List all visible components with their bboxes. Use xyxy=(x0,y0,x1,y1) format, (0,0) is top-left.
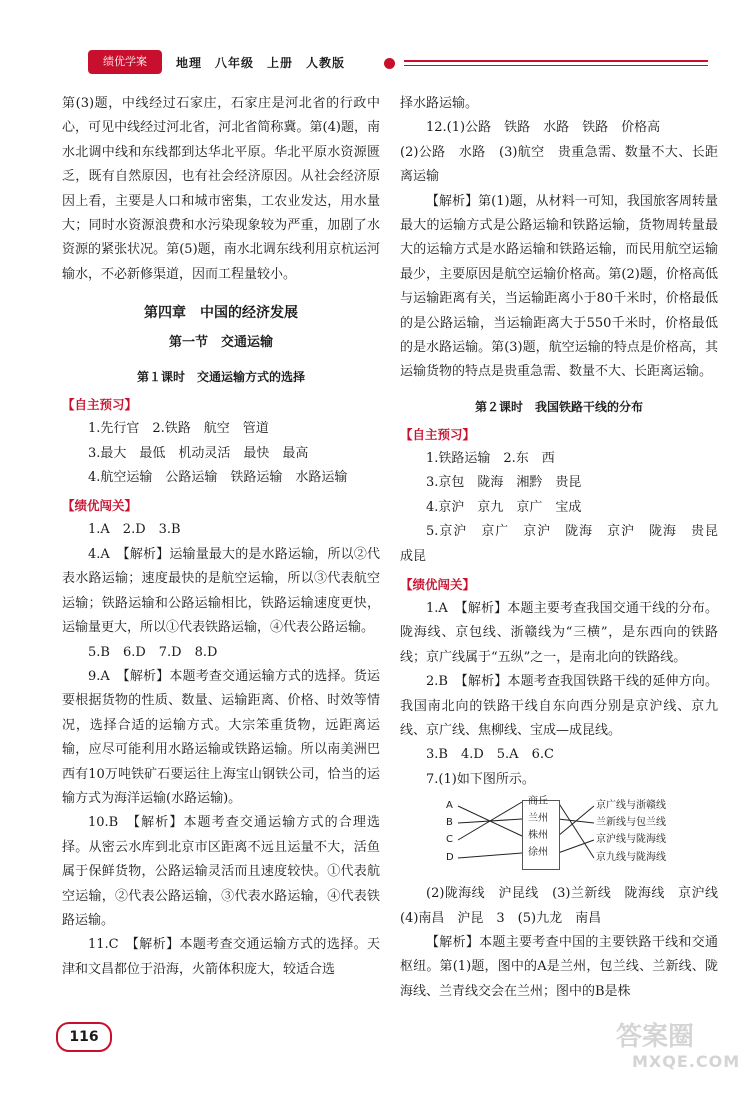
answer-line: 4.A 【解析】运输量最大的是水路运输，所以②代表水路运输；速度最快的是航空运输，所以③代表航空运输；铁路运输和公路运输相比，铁路运输速度更快，运输量更大，所以①代表铁路运输，④代表公路运输。 xyxy=(62,546,380,636)
lesson-title-2: 第２课时 我国铁路干线的分布 xyxy=(474,399,643,414)
q12-answer-cont: (2)公路 水路 (3)航空 贵重急需、数量不大、长距离运输 xyxy=(400,144,718,185)
diagram-railway: 兰新线与包兰线 xyxy=(596,817,666,829)
answer-line: 1.A 2.D 3.B xyxy=(88,522,181,538)
preview-tag-2: 【自主预习】 xyxy=(400,426,476,442)
practice-tag: 【绩优闯关】 xyxy=(62,498,138,514)
answer-line: 11.C 【解析】本题考查交通运输方式的选择。天津和文昌都位于沿海，火箭体积庞大，较适合选 xyxy=(62,937,380,977)
diagram-station: 徐州 xyxy=(528,847,548,859)
page-header xyxy=(88,46,708,80)
watermark-logo: 答案圈 xyxy=(616,1022,695,1052)
page-number: 116 xyxy=(56,1022,112,1052)
prep-line: 4.京沪 京九 京广 宝成 xyxy=(426,499,582,515)
answer-line: 10.B 【解析】本题考查交通运输方式的合理选择。从密云水库到北京市区距离不远且运量不大，活鱼属于保鲜货物，公路运输灵活而且速度较快。①代表航空运输，②代表公路运输，③代表水路运输，④代表铁路运输。 xyxy=(62,815,380,928)
diagram-station: 株州 xyxy=(528,830,548,842)
answer-explanation: 【解析】本题主要考查中国的主要铁路干线和交通枢纽。第(1)题，图中的A是兰州，包兰线、兰新线、陇海线、兰青线交会在兰州；图中的B是株 xyxy=(400,934,718,999)
section-title: 第一节 交通运输 xyxy=(168,335,273,351)
answer-line: 9.A 【解析】本题考查交通运输方式的选择。货运要根据货物的性质、数量、运输距离、价格、时效等情况，选择合适的运输方式。大宗笨重货物，远距离运输，应尽可能利用水路运输或铁路运输。所以南美洲巴西有10万吨铁矿石要运往上海宝山钢铁公司，恰当的运输方式为海洋运输(水路运输)。 xyxy=(62,668,380,806)
prep-line: 3.最大 最低 机动灵活 最快 最高 xyxy=(88,445,309,461)
header-rule xyxy=(404,60,708,62)
diagram-station: 兰州 xyxy=(528,813,548,825)
answer-line: 3.B 4.D 5.A 6.C xyxy=(426,747,554,763)
q12-explanation: 【解析】第(1)题，从材料一可知，我国旅客周转量最大的运输方式是公路运输和铁路运输，货物周转量最大的运输方式是水路运输和铁路运输，而民用航空运输最少，主要原因是航空运输价格高。第(2)题，价格高低与运输距离有关，当运输距离小于80千米时，价格最低的是公路运输，当运输距离大于550千米时，价格最低的是水路运输。第(3)题，航空运输的特点是价格高，其运输货物的特点是贵重急需、数量不大、长距离运输。 xyxy=(400,193,718,380)
header-dot-icon xyxy=(384,58,395,69)
answer-line: 5.B 6.D 7.D 8.D xyxy=(88,644,218,660)
diagram-railway: 京广线与浙赣线 xyxy=(596,800,666,812)
answer-line: 2.B 【解析】本题考查我国铁路干线的延伸方向。我国南北向的铁路干线自东向西分别是京沪线、京九线、京广线、焦柳线、宝成—成昆线。 xyxy=(400,674,718,738)
series-badge: 绩优学案 xyxy=(88,50,162,74)
diagram-letter: D xyxy=(446,852,454,864)
prep-line: 1.铁路运输 2.东 西 xyxy=(426,450,555,466)
book-title: 地理 八年级 上册 人教版 xyxy=(176,56,346,70)
chapter-title: 第四章 中国的经济发展 xyxy=(144,305,298,322)
prep-line: 3.京包 陇海 湘黔 贵昆 xyxy=(426,475,582,491)
prep-line: 4.航空运输 公路运输 铁路运输 水路运输 xyxy=(88,470,348,486)
continued-text: 择水路运输。 xyxy=(400,96,479,111)
q12-answer: 12.(1)公路 铁路 水路 铁路 价格高 xyxy=(426,120,661,136)
answer-line: (2)陇海线 沪昆线 (3)兰新线 陇海线 京沪线 (4)南昌 沪昆 3 (5)九龙 南昌 xyxy=(400,886,732,926)
intro-paragraph: 第(3)题，中线经过石家庄，石家庄是河北省的行政中心，可见中线经过河北省，河北省简称冀。第(4)题，南水北调中线和东线都到达华北平原。华北平原水资源匮乏，既有自然原因，也有社会经济原因。从社会经济原因上看，主要是人口和城市密集，工农业发达，用水量大；同时水资源浪费和水污染现象较为严重，加剧了水资源的紧张状况。第(5)题，南水北调东线利用京杭运河输水，不必新修渠道，因而工程量较小。 xyxy=(62,96,380,282)
right-column xyxy=(400,92,732,1004)
diagram-letter: B xyxy=(446,817,453,829)
diagram-railway: 京九线与陇海线 xyxy=(596,852,666,864)
answer-line: 7.(1)如下图所示。 xyxy=(426,771,535,787)
answer-line: 1.A 【解析】本题主要考查我国交通干线的分布。陇海线、京包线、浙赣线为“三横”，是东西向的铁路线；京广线属于“五纵”之一，是南北向的铁路线。 xyxy=(400,600,718,665)
left-column xyxy=(62,92,380,982)
diagram-station: 商丘 xyxy=(528,796,548,808)
header-rule-thin xyxy=(404,65,708,66)
lesson-title: 第１课时 交通运输方式的选择 xyxy=(136,370,305,385)
preview-tag: 【自主预习】 xyxy=(62,397,138,413)
diagram-railway: 京沪线与陇海线 xyxy=(596,834,666,846)
practice-tag-2: 【绩优闯关】 xyxy=(400,576,476,592)
prep-line: 5.京沪 京广 京沪 陇海 京沪 陇海 贵昆 成昆 xyxy=(400,524,732,564)
prep-line: 1.先行官 2.铁路 航空 管道 xyxy=(88,421,269,437)
railway-matching-diagram xyxy=(446,796,746,880)
watermark-url: MXQE.COM xyxy=(632,1052,741,1071)
diagram-letter: C xyxy=(446,834,453,846)
diagram-letter: A xyxy=(446,800,453,812)
